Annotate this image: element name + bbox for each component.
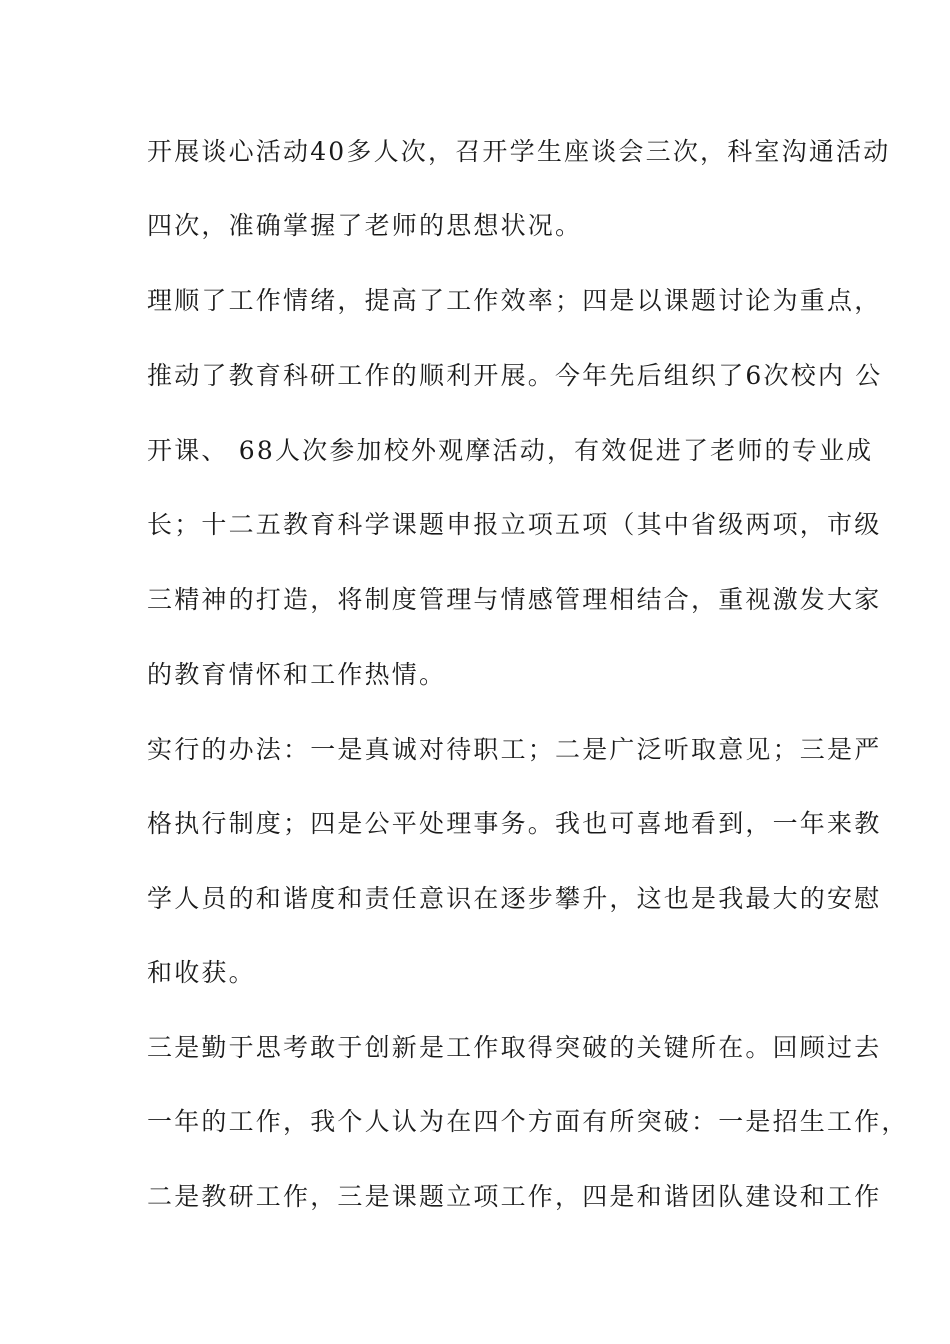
text-line: 实行的办法：一是真诚对待职工；二是广泛听取意见；三是严 [147,735,882,764]
text-line: 四次，准确掌握了老师的思想状况。 [147,211,583,240]
text-line: 格执行制度；四是公平处理事务。我也可喜地看到，一年来教 [147,809,882,838]
text-line: 一年的工作，我个人认为在四个方面有所突破：一是招生工作， [147,1107,909,1136]
text-line: 三是勤于思考敢于创新是工作取得突破的关键所在。回顾过去 [147,1033,882,1062]
text-line: 三精神的打造，将制度管理与情感管理相结合，重视激发大家 [147,585,882,614]
text-line: 长；十二五教育科学课题申报立项五项（其中省级两项，市级 [147,510,882,539]
text-line: 理顺了工作情绪，提高了工作效率；四是以课题讨论为重点， [147,286,882,315]
text-line: 学人员的和谐度和责任意识在逐步攀升，这也是我最大的安慰 [147,884,882,913]
text-line: 推动了教育科研工作的顺利开展。今年先后组织了6次校内 公 [147,361,883,390]
text-line: 的教育情怀和工作热情。 [147,660,447,689]
text-line: 和收获。 [147,958,256,987]
text-line: 二是教研工作，三是课题立项工作，四是和谐团队建设和工作 [147,1182,882,1211]
text-line: 开课、 68人次参加校外观摩活动，有效促进了老师的专业成 [147,436,874,465]
text-line: 开展谈心活动40多人次，召开学生座谈会三次，科室沟通活动 [147,137,891,166]
